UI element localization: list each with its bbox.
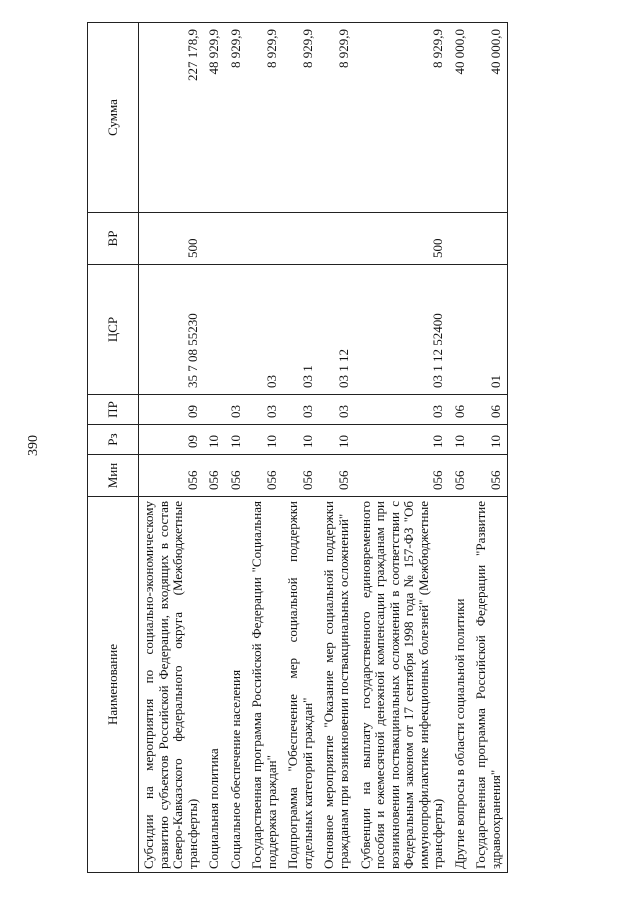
cell-name: Социальная политика	[204, 497, 226, 873]
cell-sum: 48 929,9	[204, 23, 226, 213]
cell-rz: 10	[204, 425, 226, 455]
cell-vr	[471, 213, 508, 265]
cell-min: 056	[356, 455, 450, 497]
table-row	[139, 23, 205, 873]
header-min: Мин	[88, 455, 139, 497]
header-vr: ВР	[88, 213, 139, 265]
cell-pr: 03	[247, 395, 283, 425]
header-name: Наименование	[88, 497, 139, 873]
table-header-row	[88, 23, 139, 873]
cell-csr	[226, 265, 248, 395]
header-pr: ПР	[88, 395, 139, 425]
header-sum: Сумма	[88, 23, 139, 213]
cell-name: Субвенции на выплату государственного единовременного пособия и ежемесячной денежной компенсации гражданам при возникновении поствакцинальных осложнений в соответствии с Федеральным законом от 17 сентября 1998 года № 157-ФЗ "Об иммунопрофилактике инфекционных болезней" (Межбюджетные трансферты)	[356, 497, 450, 873]
cell-sum: 40 000,0	[450, 23, 472, 213]
cell-rz: 10	[319, 425, 355, 455]
budget-table-rotated	[87, 23, 592, 873]
cell-min: 056	[204, 455, 226, 497]
cell-rz: 10	[450, 425, 472, 455]
table-row	[283, 23, 319, 873]
table-row	[204, 23, 226, 873]
cell-sum: 8 929,9	[319, 23, 355, 213]
cell-min: 056	[139, 455, 205, 497]
cell-csr: 03 1 12	[319, 265, 355, 395]
cell-name: Другие вопросы в области социальной политики	[450, 497, 472, 873]
cell-name: Государственная программа Российской Федерации "Развитие здравоохранения"	[471, 497, 508, 873]
cell-vr	[319, 213, 355, 265]
table-row	[450, 23, 472, 873]
cell-csr: 03 1	[283, 265, 319, 395]
cell-pr: 03	[283, 395, 319, 425]
table-row	[247, 23, 283, 873]
cell-sum: 8 929,9	[283, 23, 319, 213]
table-row	[471, 23, 508, 873]
cell-vr: 500	[356, 213, 450, 265]
cell-rz: 10	[226, 425, 248, 455]
cell-rz: 09	[139, 425, 205, 455]
cell-min: 056	[450, 455, 472, 497]
cell-csr: 35 7 08 55230	[139, 265, 205, 395]
header-csr: ЦСР	[88, 265, 139, 395]
table-row	[319, 23, 355, 873]
cell-min: 056	[226, 455, 248, 497]
cell-rz: 10	[471, 425, 508, 455]
cell-vr	[204, 213, 226, 265]
cell-sum: 8 929,9	[226, 23, 248, 213]
cell-min: 056	[471, 455, 508, 497]
cell-sum: 8 929,9	[247, 23, 283, 213]
cell-vr	[283, 213, 319, 265]
cell-pr: 03	[226, 395, 248, 425]
cell-pr: 03	[356, 395, 450, 425]
cell-csr: 01	[471, 265, 508, 395]
cell-name: Социальное обеспечение населения	[226, 497, 248, 873]
cell-sum: 227 178,9	[139, 23, 205, 213]
cell-min: 056	[319, 455, 355, 497]
page-number: 390	[26, 435, 41, 456]
cell-name: Государственная программа Российской Федерации "Социальная поддержка граждан"	[247, 497, 283, 873]
cell-vr: 500	[139, 213, 205, 265]
cell-name: Основное мероприятие "Оказание мер социальной поддержки гражданам при возникновении поствакцинальных осложнений"	[319, 497, 355, 873]
cell-csr: 03 1 12 52400	[356, 265, 450, 395]
cell-csr	[204, 265, 226, 395]
cell-csr	[450, 265, 472, 395]
cell-pr: 06	[471, 395, 508, 425]
cell-rz: 10	[356, 425, 450, 455]
cell-csr: 03	[247, 265, 283, 395]
cell-pr: 03	[319, 395, 355, 425]
cell-rz: 10	[247, 425, 283, 455]
cell-rz: 10	[283, 425, 319, 455]
cell-sum: 8 929,9	[356, 23, 450, 213]
budget-table	[87, 22, 508, 873]
cell-min: 056	[283, 455, 319, 497]
cell-pr	[204, 395, 226, 425]
cell-sum: 40 000,0	[471, 23, 508, 213]
cell-pr: 09	[139, 395, 205, 425]
cell-vr	[247, 213, 283, 265]
cell-min: 056	[247, 455, 283, 497]
cell-vr	[450, 213, 472, 265]
cell-name: Подпрограмма "Обеспечение мер социальной поддержки отдельных категорий граждан"	[283, 497, 319, 873]
cell-vr	[226, 213, 248, 265]
cell-name: Субсидии на мероприятия по социально-экономическому развитию субъектов Российской Федерации, входящих в состав Северо-Кавказского федерального округа (Межбюджетные трансферты)	[139, 497, 205, 873]
header-rz: Рз	[88, 425, 139, 455]
table-row	[356, 23, 450, 873]
table-row	[226, 23, 248, 873]
cell-pr: 06	[450, 395, 472, 425]
